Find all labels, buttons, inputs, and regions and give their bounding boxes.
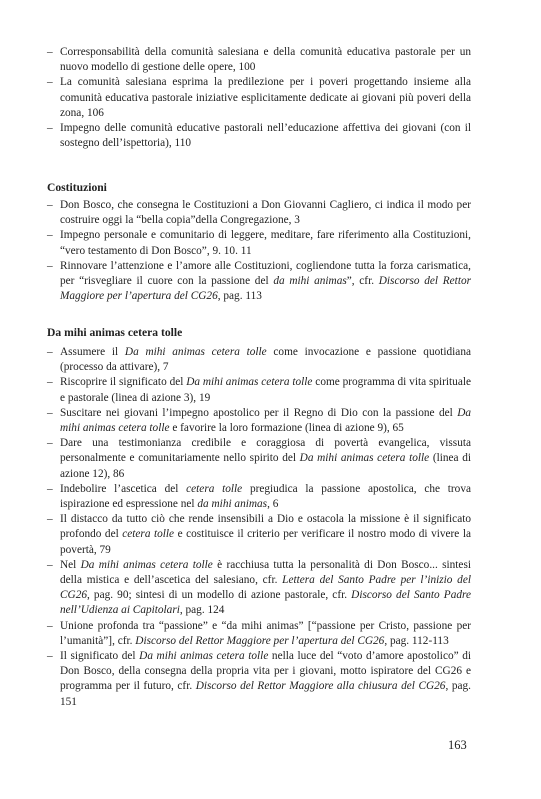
list-item: – La comunità salesiana esprima la predilezione per i poveri progettando insieme alla comunità educativa pastorale iniziative esplicitamente dedicate ai giovani più poveri della zona, 106	[47, 76, 471, 119]
dash-marker: –	[47, 259, 53, 272]
section-heading: Costituzioni	[47, 181, 107, 194]
list-item: – Corresponsabilità della comunità salesiana e della comunità educativa pastorale per un nuovo modello di gestione delle opere, 100	[47, 46, 471, 74]
list-item: – Il distacco da tutto ciò che rende insensibili a Dio e ostacola la missione è il significato profondo del cetera tolle e costituisce il criterio per verificare il nostro modo di vivere la povertà, 79	[47, 513, 471, 556]
costituzioni-section	[47, 180, 471, 195]
damihi-list-block	[47, 345, 471, 710]
dash-marker: –	[47, 376, 53, 389]
dash-marker: –	[47, 437, 53, 450]
top-section	[47, 45, 471, 151]
list-item: – Impegno delle comunità educative pastorali nell’educazione affettiva dei giovani (con il sostegno dell’ispettoria), 110	[47, 122, 471, 150]
dash-marker: –	[47, 650, 53, 663]
list-item: – Unione profonda tra “passione” e “da mihi animas” [“passione per Cristo, passione per l’umanità”], cfr. Discorso del Rettor Maggiore per l’apertura del CG26, pag. 112-113	[47, 619, 471, 647]
list-item: – Suscitare nei giovani l’impegno apostolico per il Regno di Dio con la passione del Da mihi animas cetera tolle e favorire la loro formazione (linea di azione 9), 65	[47, 406, 471, 435]
page-number: 163	[448, 738, 467, 752]
dash-marker: –	[47, 619, 53, 632]
costituzioni-list-block	[47, 198, 471, 304]
dash-marker: –	[47, 558, 53, 571]
dash-marker: –	[47, 199, 53, 211]
list-item: – Nel Da mihi animas cetera tolle è racchiusa tutta la personalità di Don Bosco... sintesi della mistica e dell’ascetica del salesiano, cfr. Lettera del Santo Padre per l’inizio del CG26, pag. 90; sintesi di un modello di azione pastorale, cfr. Discorso del Santo Padre nell’Udienza ai Capitolari, pag. 124	[47, 558, 471, 617]
dash-marker: –	[47, 122, 53, 135]
list-item: – Dare una testimonianza credibile e coraggiosa di povertà evangelica, vissuta personalmente e comunitariamente nello spirito del Da mihi animas cetera tolle (linea di azione 12), 86	[47, 437, 471, 480]
list-item: – Assumere il Da mihi animas cetera tolle come invocazione e passione quotidiana (processo da attivare), 7	[47, 346, 471, 374]
dash-marker: –	[47, 46, 53, 58]
costituzioni-list	[47, 198, 471, 304]
dash-marker: –	[47, 76, 53, 89]
list-item: – Rinnovare l’attenzione e l’amore alle Costituzioni, cogliendone tutta la forza carismatica, per “risvegliare il cuore con la passione del da mihi animas”, cfr. Discorso del Rettor Maggiore per l’apertura del CG26, pag. 113	[47, 259, 471, 303]
dash-marker: –	[47, 229, 53, 242]
list-item: – Il significato del Da mihi animas cetera tolle nella luce del “voto d’amore apostolico” di Don Bosco, della consegna della propria vita per i giovani, motto ispiratore del CG26 e programma per il futuro, cfr. Discorso del Rettor Maggiore alla chiusura del CG26, pag. 151	[47, 650, 471, 708]
dash-marker: –	[47, 406, 53, 419]
dash-marker: –	[47, 513, 53, 526]
section-heading: Da mihi animas cetera tolle	[47, 326, 183, 339]
damihi-section	[47, 325, 471, 340]
damihi-list	[47, 345, 471, 710]
dash-marker: –	[47, 346, 53, 358]
dash-marker: –	[47, 482, 53, 495]
list-item: – Impegno personale e comunitario di leggere, meditare, fare riferimento alla Costituzioni, “vero testamento di Don Bosco”, 9. 10. 11	[47, 229, 471, 257]
list-item: – Indebolire l’ascetica del cetera tolle pregiudica la passione apostolica, che trova ispirazione ed espressione nel da mihi animas, 6	[47, 482, 471, 511]
top-list	[47, 45, 471, 151]
list-item: – Riscoprire il significato del Da mihi animas cetera tolle come programma di vita spirituale e pastorale (linea di azione 3), 19	[47, 376, 471, 404]
list-item: – Don Bosco, che consegna le Costituzioni a Don Giovanni Cagliero, ci indica il modo per costruire oggi la “bella copia”della Congregazione, 3	[47, 199, 471, 227]
